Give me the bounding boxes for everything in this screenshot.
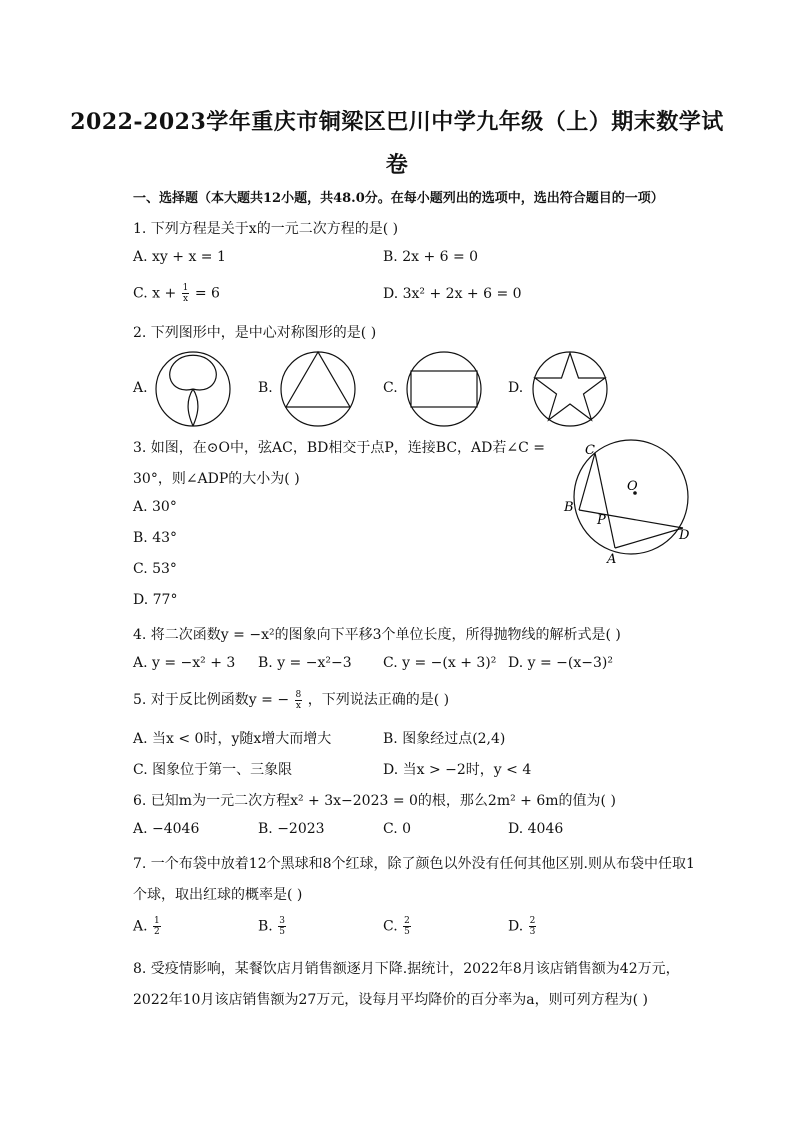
q6-stem: 6. 已知m为一元二次方程x² + 3x−2023 = 0的根，那么2m² + 6m的值为( )	[133, 793, 616, 809]
q2-figure-c-rectangle	[405, 350, 483, 428]
q7-d-num: 2	[529, 916, 536, 926]
q3-fig-label-o: O	[627, 479, 638, 494]
q7-c-den: 5	[404, 927, 410, 937]
q5-stem	[133, 689, 449, 711]
page-title-line2: 卷	[385, 152, 409, 178]
q7-option-b-label: B.	[258, 918, 273, 935]
q6-option-d[interactable]: D. 4046	[508, 821, 564, 837]
q6-option-c[interactable]: C. 0	[383, 821, 412, 837]
q5-fraction	[295, 690, 303, 711]
q1-option-c[interactable]	[133, 283, 220, 304]
q5-option-d[interactable]: D. 当x > −2时，y < 4	[383, 762, 532, 778]
q2-option-b-label[interactable]: B.	[258, 380, 273, 396]
q1-c-frac-den: x	[182, 294, 189, 304]
section-heading: 一、选择题（本大题共12小题，共48.0分。在每小题列出的选项中，选出符合题目的一项）	[133, 191, 664, 206]
q1-option-c-fraction	[182, 283, 190, 304]
q1-c-frac-num: 1	[182, 283, 189, 293]
q7-stem-line2: 个球，取出红球的概率是( )	[133, 887, 303, 903]
q3-option-a[interactable]: A. 30°	[133, 499, 177, 515]
q3-fig-label-b: B	[564, 500, 574, 515]
q3-circle-figure	[555, 438, 705, 568]
q7-a-num: 1	[154, 916, 160, 926]
q7-c-num: 2	[404, 916, 410, 926]
q7-option-d-label: D.	[508, 918, 524, 935]
q5-option-a[interactable]: A. 当x < 0时，y随x增大而增大	[133, 731, 332, 747]
q2-stem: 2. 下列图形中，是中心对称图形的是( )	[133, 325, 377, 341]
q8-stem-line2: 2022年10月该店销售额为27万元，设每月平均降价的百分率为a，则可列方程为( )	[133, 992, 648, 1008]
q4-option-d[interactable]: D. y = −(x−3)²	[508, 655, 613, 671]
q2-figure-b-triangle	[279, 351, 357, 427]
q3-fig-label-c: C	[585, 443, 595, 458]
q4-stem: 4. 将二次函数y = −x²的图象向下平移3个单位长度，所得抛物线的解析式是( )	[133, 627, 621, 643]
q2-option-d-label[interactable]: D.	[508, 380, 524, 396]
q6-option-a[interactable]: A. −4046	[133, 821, 200, 837]
q7-option-d[interactable]	[508, 916, 537, 937]
q7-option-c[interactable]	[383, 916, 412, 937]
q3-fig-label-a: A	[607, 552, 617, 567]
q7-option-b[interactable]	[258, 916, 287, 937]
q7-option-d-fraction	[529, 916, 537, 937]
q3-stem-line2: 30°，则∠ADP的大小为( )	[133, 471, 300, 487]
q7-b-num: 3	[279, 916, 285, 926]
q7-option-b-fraction	[278, 916, 286, 937]
q3-stem-line1: 3. 如图，在⊙O中，弦AC，BD相交于点P，连接BC，AD若∠C =	[133, 440, 545, 456]
q2-option-a-label[interactable]: A.	[133, 380, 148, 396]
q3-fig-label-d: D	[679, 528, 690, 543]
q3-option-c[interactable]: C. 53°	[133, 561, 177, 577]
q3-option-b[interactable]: B. 43°	[133, 530, 178, 546]
q7-b-den: 5	[279, 927, 285, 937]
q1-option-d[interactable]: D. 3x² + 2x + 6 = 0	[383, 286, 522, 302]
q4-option-b[interactable]: B. y = −x²−3	[258, 655, 352, 671]
q5-option-b[interactable]: B. 图象经过点(2,4)	[383, 731, 506, 747]
q5-frac-num: 8	[295, 689, 302, 700]
q7-option-c-label: C.	[383, 918, 398, 935]
q5-frac-den: x	[295, 700, 301, 711]
q5-stem-post: ，下列说法正确的是( )	[307, 692, 450, 708]
q1-option-a[interactable]: A. xy + x = 1	[133, 249, 226, 265]
q4-option-a[interactable]: A. y = −x² + 3	[133, 655, 236, 671]
q4-option-c[interactable]: C. y = −(x + 3)²	[383, 655, 497, 671]
q1-stem: 1. 下列方程是关于x的一元二次方程的是( )	[133, 221, 399, 237]
q7-a-den: 2	[154, 927, 160, 937]
q1-option-c-tail: = 6	[194, 285, 220, 302]
q7-option-a-fraction	[153, 916, 161, 937]
q5-stem-pre: 5. 对于反比例函数y = −	[133, 692, 290, 708]
page-title-line1: 2022-2023学年重庆市铜梁区巴川中学九年级（上）期末数学试	[70, 109, 724, 135]
q2-option-c-label[interactable]: C.	[383, 380, 398, 396]
q1-option-b[interactable]: B. 2x + 6 = 0	[383, 249, 479, 265]
q5-option-c[interactable]: C. 图象位于第一、三象限	[133, 762, 293, 778]
q1-option-c-label: C. x +	[133, 285, 177, 302]
q2-figure-d-star	[531, 350, 609, 428]
q8-stem-line1: 8. 受疫情影响，某餐饮店月销售额逐月下降.据统计，2022年8月该店销售额为42万元，	[133, 961, 680, 977]
q7-option-a[interactable]	[133, 916, 162, 937]
q3-fig-label-p: P	[597, 513, 606, 528]
q7-option-c-fraction	[403, 916, 411, 937]
q7-stem-line1: 7. 一个布袋中放着12个黑球和8个红球，除了颜色以外没有任何其他区别.则从布袋中任取1	[133, 856, 695, 872]
q7-d-den: 3	[529, 927, 536, 937]
q3-option-d[interactable]: D. 77°	[133, 592, 178, 608]
q7-option-a-label: A.	[133, 918, 148, 935]
q2-figure-a-trefoil	[153, 351, 233, 427]
q6-option-b[interactable]: B. −2023	[258, 821, 325, 837]
